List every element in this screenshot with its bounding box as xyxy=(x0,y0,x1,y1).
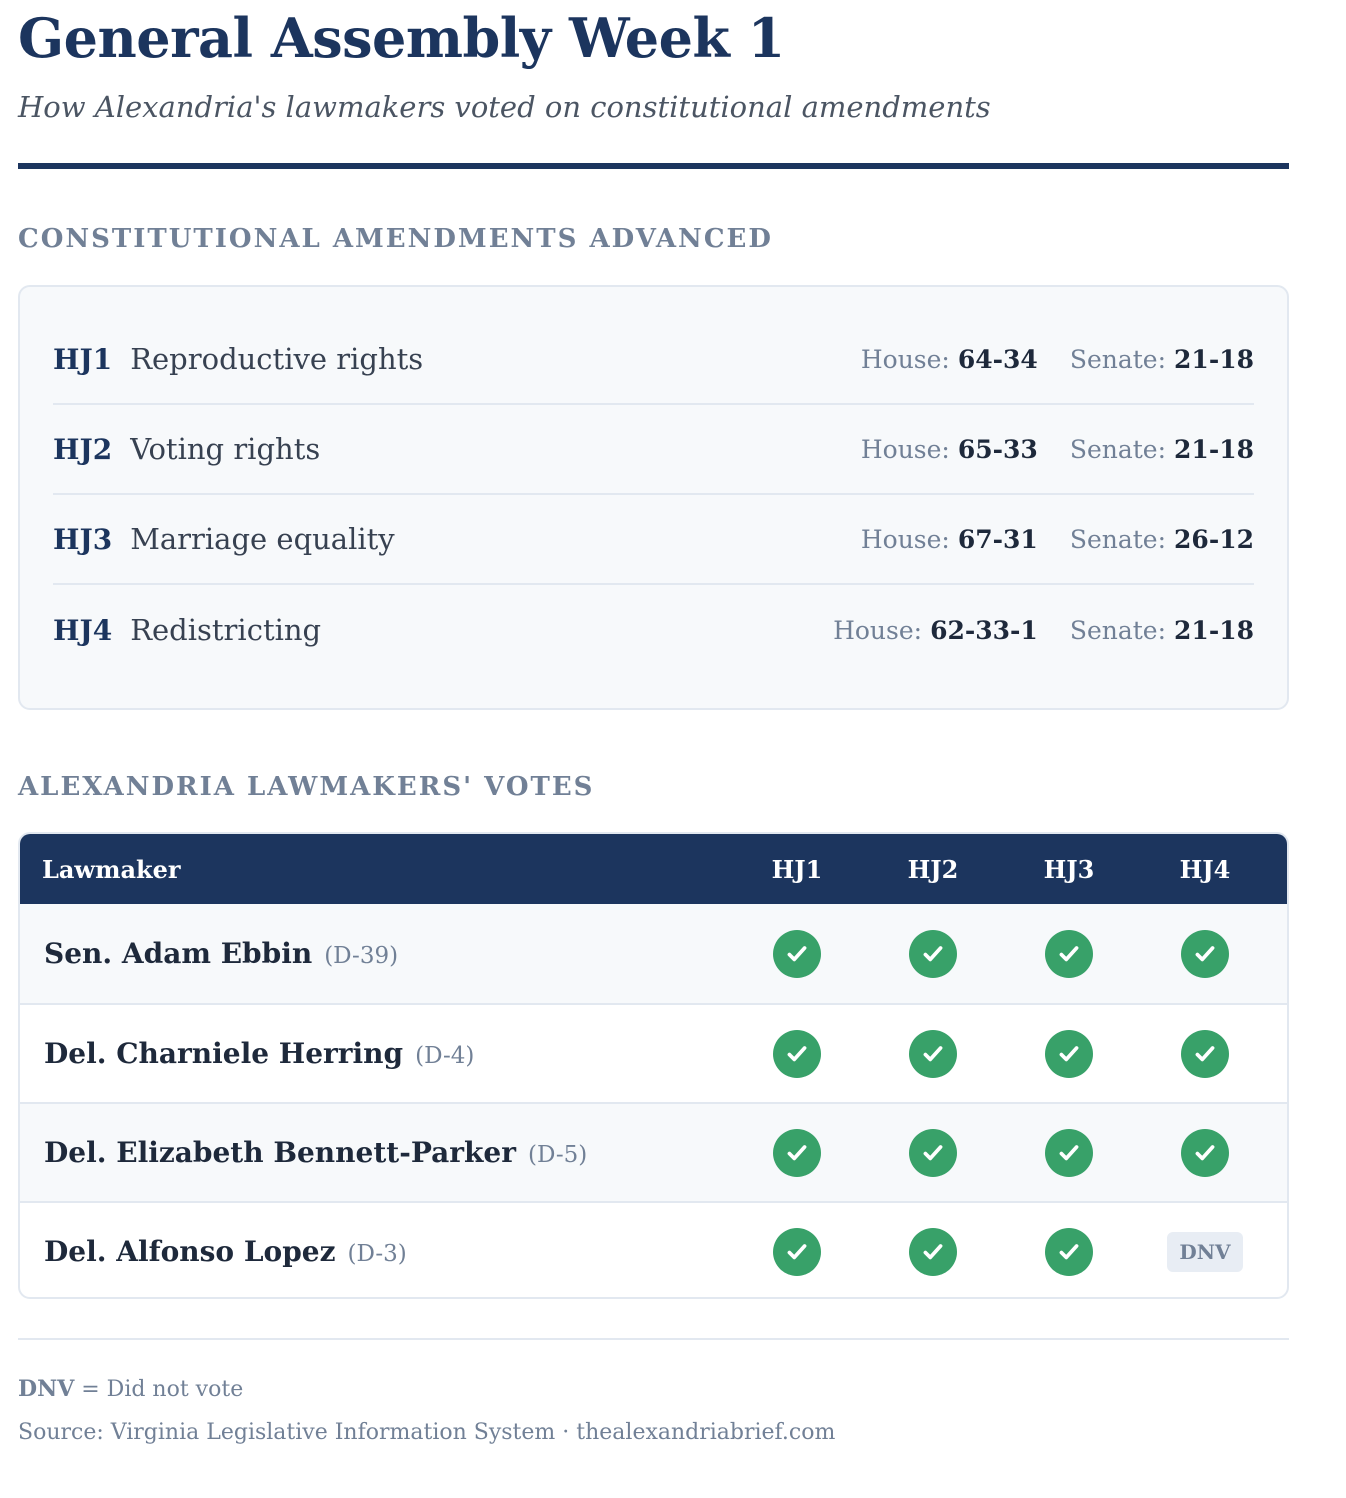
vote-cell xyxy=(865,930,1001,978)
amendment-row xyxy=(53,315,1254,405)
vote-cell xyxy=(729,1129,865,1177)
table-row xyxy=(20,904,1287,1003)
lawmaker-name: Del. Alfonso Lopez xyxy=(44,1235,336,1268)
house-vote xyxy=(861,435,1038,464)
source-note: Source: Virginia Legislative Information System · thealexandriabrief.com xyxy=(18,1420,836,1445)
lawmaker-name: Del. Charniele Herring xyxy=(44,1037,404,1070)
senate-vote xyxy=(1070,345,1254,374)
amendments-card xyxy=(18,285,1289,710)
lawmaker-cell xyxy=(20,1037,729,1070)
senate-vote xyxy=(1070,435,1254,464)
amendment-votes xyxy=(861,345,1254,374)
column-header-hj2: HJ2 xyxy=(907,854,959,884)
lawmaker-party: (D-3) xyxy=(347,1241,407,1267)
house-label: House: xyxy=(860,524,950,554)
table-row xyxy=(20,1102,1287,1201)
page-title: General Assembly Week 1 xyxy=(18,6,785,70)
vote-cell xyxy=(729,930,865,978)
vote-cell xyxy=(1001,930,1137,978)
house-tally: 65-33 xyxy=(957,434,1038,464)
votes-table xyxy=(18,832,1289,1299)
senate-tally: 21-18 xyxy=(1174,615,1254,645)
senate-label: Senate: xyxy=(1069,344,1167,374)
amendments-heading: CONSTITUTIONAL AMENDMENTS ADVANCED xyxy=(18,224,773,254)
table-row xyxy=(20,1201,1287,1299)
table-body xyxy=(20,904,1287,1299)
dnv-badge: DNV xyxy=(1167,1232,1242,1272)
house-label: House: xyxy=(860,344,950,374)
senate-vote xyxy=(1070,616,1254,645)
house-vote xyxy=(861,345,1038,374)
vote-cell xyxy=(1137,930,1273,978)
column-header-hj4: HJ4 xyxy=(1179,854,1231,884)
table-row xyxy=(20,1003,1287,1102)
page-subtitle: How Alexandria's lawmakers voted on constitutional amendments xyxy=(18,90,991,124)
amendment-name: Marriage equality xyxy=(130,522,395,556)
amendment-row xyxy=(53,495,1254,585)
check-icon xyxy=(773,1129,821,1177)
amendment-name: Reproductive rights xyxy=(130,342,424,376)
check-icon xyxy=(773,1228,821,1276)
legend-text: = Did not vote xyxy=(74,1377,244,1402)
senate-tally: 21-18 xyxy=(1174,434,1254,464)
footer-divider xyxy=(18,1338,1289,1340)
legend-abbr: DNV xyxy=(18,1376,75,1402)
check-icon xyxy=(909,1129,957,1177)
check-icon xyxy=(1181,1030,1229,1078)
check-icon xyxy=(1181,930,1229,978)
amendment-code: HJ4 xyxy=(53,613,113,647)
amendment-votes xyxy=(861,435,1254,464)
amendment-votes xyxy=(861,525,1254,554)
house-label: House: xyxy=(833,615,923,645)
lawmaker-name: Del. Elizabeth Bennett-Parker xyxy=(44,1136,516,1169)
amendment-row xyxy=(53,405,1254,495)
check-icon xyxy=(1045,930,1093,978)
check-icon xyxy=(909,1228,957,1276)
check-icon xyxy=(1045,1030,1093,1078)
senate-tally: 26-12 xyxy=(1174,524,1254,554)
house-vote xyxy=(833,616,1038,645)
amendment-code: HJ3 xyxy=(53,522,113,556)
vote-cell xyxy=(1001,1228,1137,1276)
amendment-name: Redistricting xyxy=(130,613,322,647)
check-icon xyxy=(773,930,821,978)
column-header-hj1: HJ1 xyxy=(771,854,823,884)
amendment-row xyxy=(53,585,1254,675)
house-vote xyxy=(861,525,1038,554)
vote-cell xyxy=(865,1228,1001,1276)
senate-label: Senate: xyxy=(1069,434,1167,464)
lawmaker-party: (D-4) xyxy=(415,1043,475,1069)
amendment-code: HJ1 xyxy=(53,342,113,376)
house-tally: 64-34 xyxy=(957,344,1038,374)
house-tally: 62-33-1 xyxy=(930,615,1038,645)
vote-cell xyxy=(1001,1129,1137,1177)
vote-cell xyxy=(729,1030,865,1078)
amendment-code: HJ2 xyxy=(53,432,113,466)
lawmaker-cell xyxy=(20,937,729,970)
house-label: House: xyxy=(860,434,950,464)
vote-cell xyxy=(1137,1129,1273,1177)
vote-cell xyxy=(1001,1030,1137,1078)
senate-label: Senate: xyxy=(1069,524,1167,554)
vote-cell xyxy=(1137,1232,1273,1272)
check-icon xyxy=(909,930,957,978)
vote-cell xyxy=(865,1129,1001,1177)
senate-tally: 21-18 xyxy=(1174,344,1254,374)
check-icon xyxy=(1045,1228,1093,1276)
vote-cell xyxy=(865,1030,1001,1078)
title-divider xyxy=(18,163,1289,169)
check-icon xyxy=(909,1030,957,1078)
vote-cell xyxy=(729,1228,865,1276)
lawmaker-cell xyxy=(20,1136,729,1169)
check-icon xyxy=(773,1030,821,1078)
check-icon xyxy=(1181,1129,1229,1177)
amendment-name: Voting rights xyxy=(130,432,321,466)
vote-cell xyxy=(1137,1030,1273,1078)
lawmaker-cell xyxy=(20,1235,729,1268)
house-tally: 67-31 xyxy=(957,524,1038,554)
amendment-votes xyxy=(833,616,1254,645)
column-header-hj3: HJ3 xyxy=(1043,854,1095,884)
lawmaker-name: Sen. Adam Ebbin xyxy=(44,937,313,970)
table-header xyxy=(20,834,1287,904)
senate-label: Senate: xyxy=(1069,615,1167,645)
column-header-lawmaker: Lawmaker xyxy=(42,854,181,884)
legend xyxy=(18,1376,243,1402)
lawmaker-party: (D-5) xyxy=(527,1142,588,1168)
check-icon xyxy=(1045,1129,1093,1177)
lawmaker-party: (D-39) xyxy=(324,943,399,969)
votes-heading: ALEXANDRIA LAWMAKERS' VOTES xyxy=(18,772,595,802)
senate-vote xyxy=(1070,525,1254,554)
